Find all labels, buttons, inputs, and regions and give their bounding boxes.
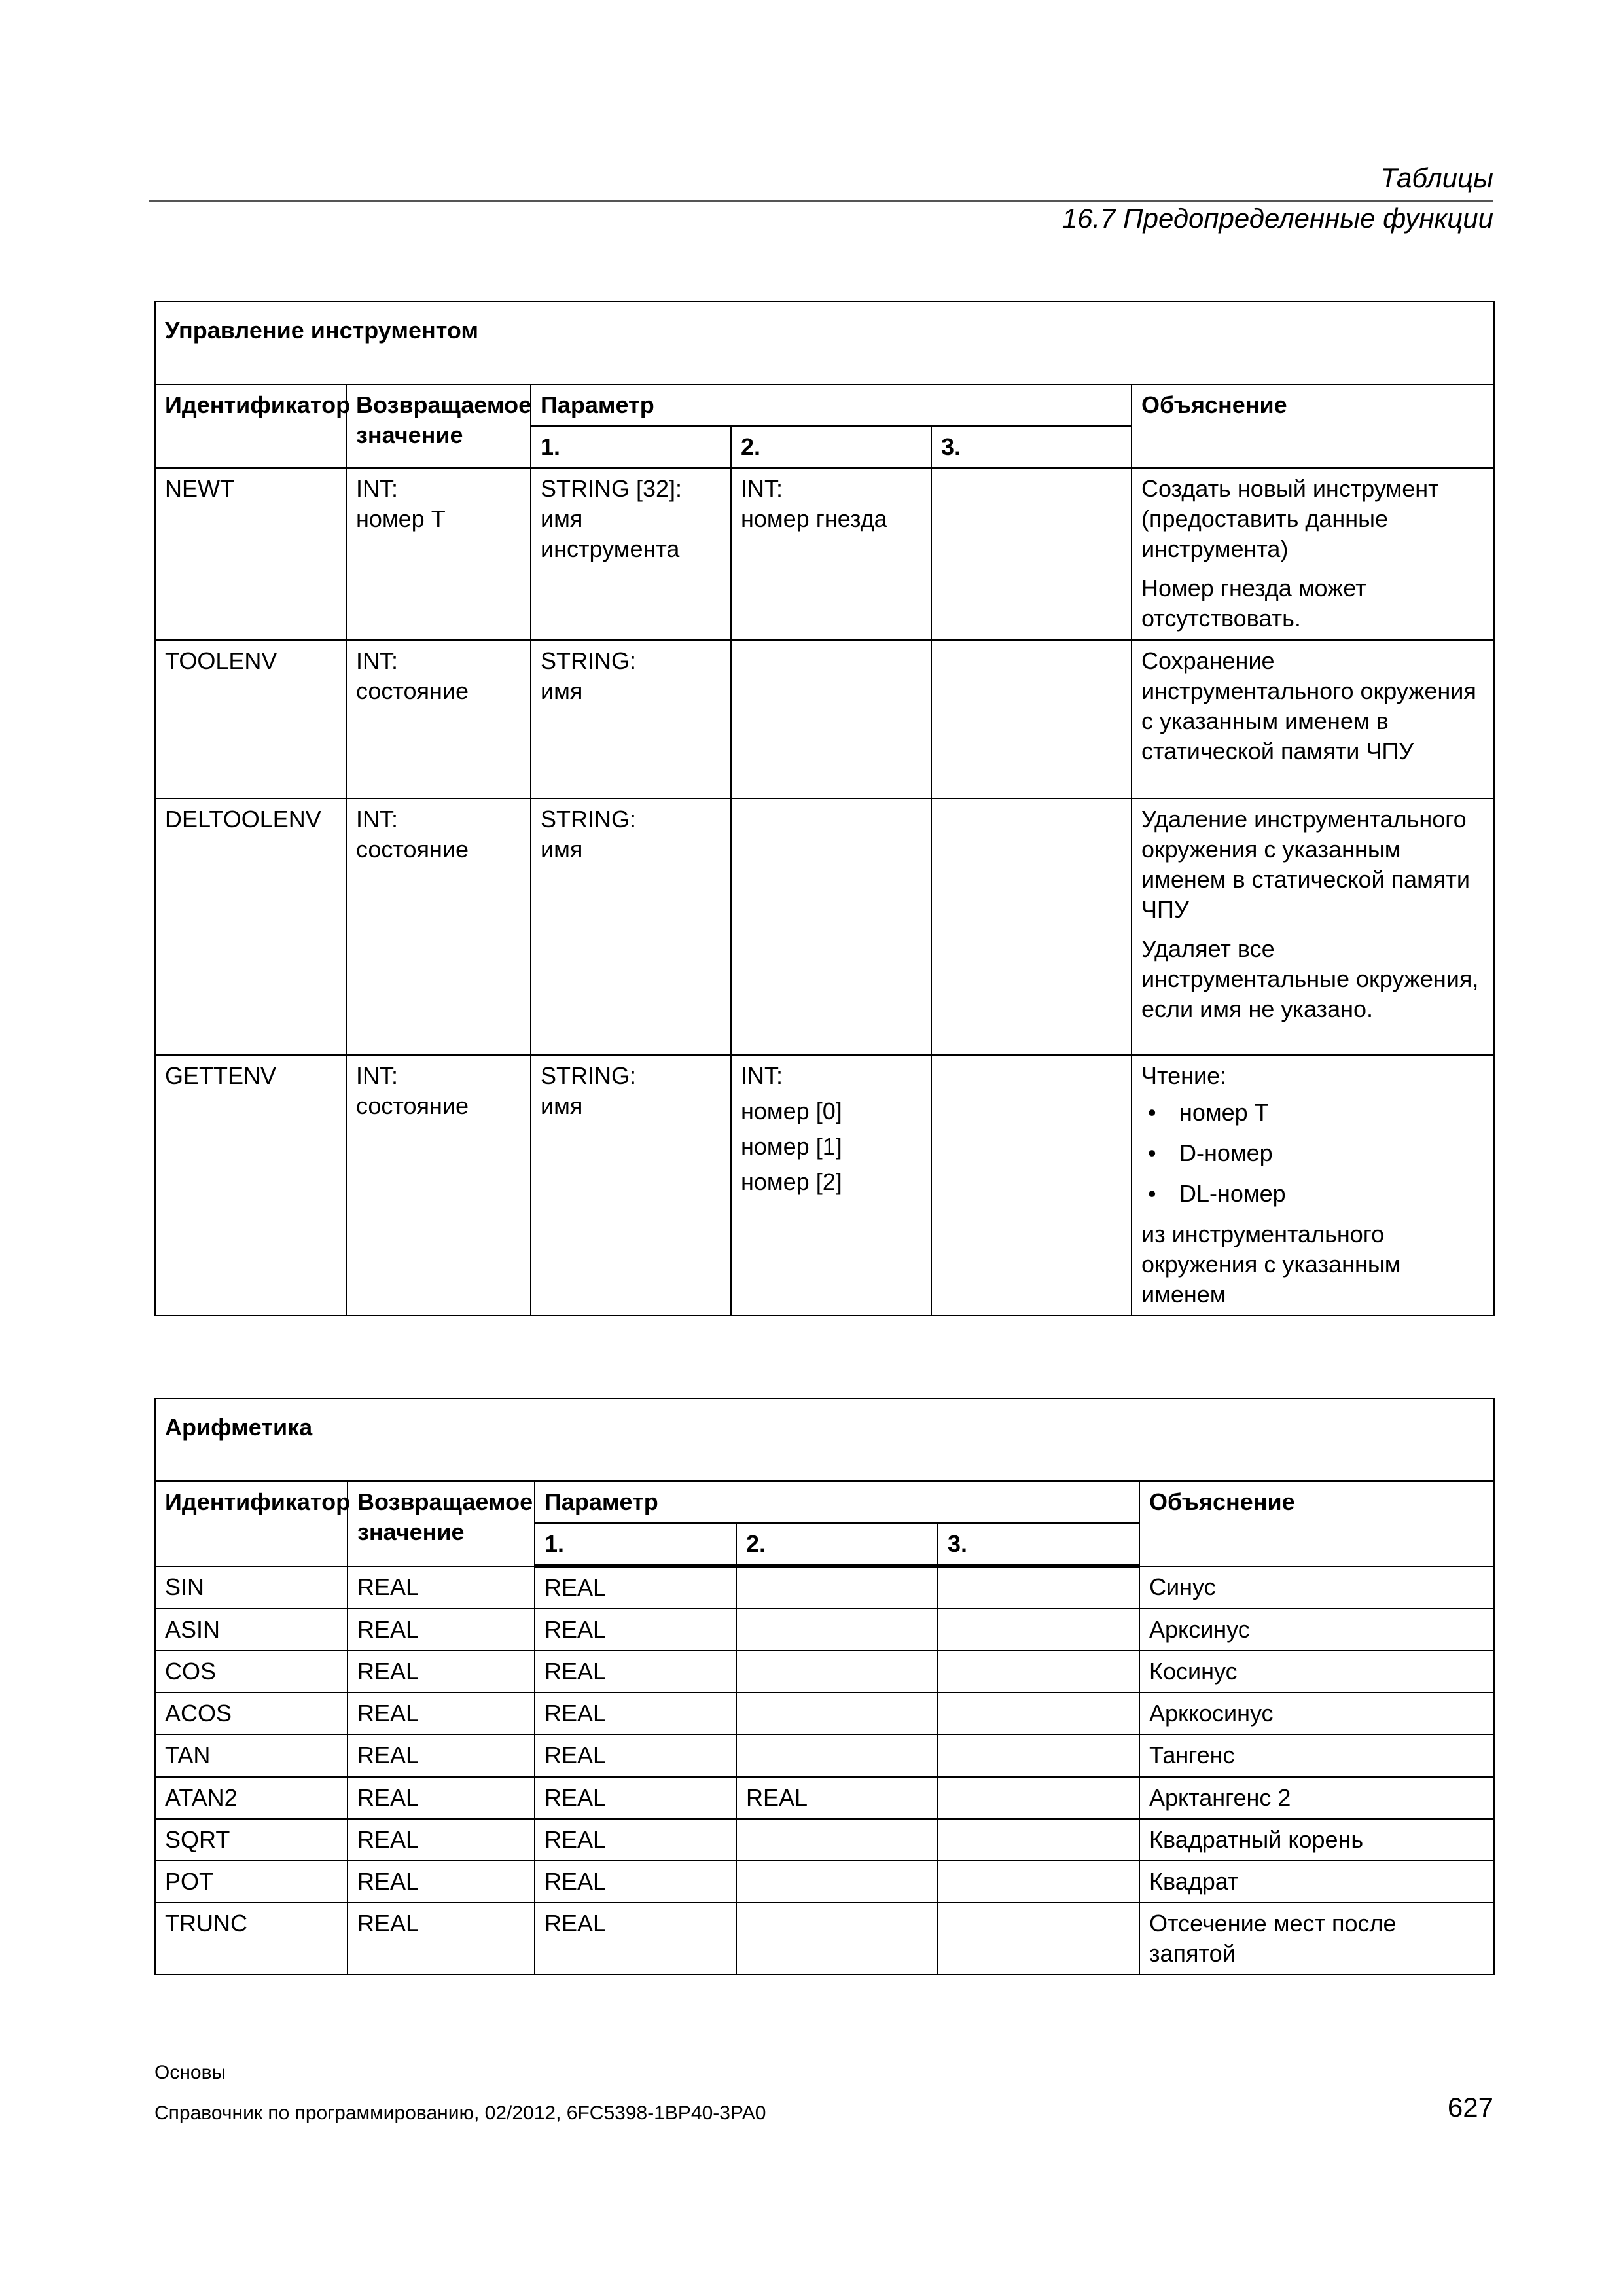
explanation-cell: Тангенс <box>1139 1734 1494 1776</box>
identifier-cell: ATAN2 <box>155 1777 348 1819</box>
return-value-cell: INT: номер T <box>346 468 531 639</box>
param-2-cell: INT: номер [0] номер [1] номер [2] <box>731 1055 931 1316</box>
identifier-cell: DELTOOLENV <box>155 798 346 1055</box>
param-2-cell <box>736 1566 938 1609</box>
return-value-cell: REAL <box>348 1609 535 1651</box>
column-header-identifier: Идентификатор <box>155 1481 348 1566</box>
param-1-cell: REAL <box>535 1651 736 1693</box>
list-item: • номер T <box>1141 1098 1484 1128</box>
return-value-cell: REAL <box>348 1861 535 1903</box>
param-3-cell <box>938 1861 1139 1903</box>
footer-manual-info: Справочник по программированию, 02/2012, 6FC5398-1BP40-3PA0 <box>154 2102 766 2124</box>
table-row <box>155 1566 1494 1609</box>
column-header-param-2: 2. <box>731 426 931 468</box>
explanation-cell: Чтение: • номер T • D-номер • DL-номер из инструментального окружения с указанным именем <box>1132 1055 1494 1316</box>
param-3-cell <box>938 1819 1139 1861</box>
running-header-chapter: 16.7 Предопределенные функции <box>1061 203 1493 234</box>
return-value-cell: INT: состояние <box>346 640 531 798</box>
param-3-cell <box>938 1777 1139 1819</box>
table-row <box>155 1734 1494 1776</box>
column-header-param-1: 1. <box>531 426 731 468</box>
param-2-cell <box>731 640 931 798</box>
explanation-cell: Удаление инструментального окружения с указанным именем в статической памяти ЧПУ Удаляет все инструментальные окружения, если имя не указано. <box>1132 798 1494 1055</box>
param-1-cell: REAL <box>535 1693 736 1734</box>
param-1-cell: REAL <box>535 1861 736 1903</box>
identifier-cell: ACOS <box>155 1693 348 1734</box>
explanation-cell: Косинус <box>1139 1651 1494 1693</box>
identifier-cell: POT <box>155 1861 348 1903</box>
return-value-cell: REAL <box>348 1777 535 1819</box>
param-1-cell: REAL <box>535 1609 736 1651</box>
param-2-cell: INT: номер гнезда <box>731 468 931 639</box>
param-2-cell <box>736 1609 938 1651</box>
column-header-param-3: 3. <box>938 1523 1139 1566</box>
return-value-cell: REAL <box>348 1566 535 1609</box>
identifier-cell: TRUNC <box>155 1903 348 1975</box>
param-3-cell <box>938 1566 1139 1609</box>
column-header-parameter: Параметр <box>531 384 1132 426</box>
param-2-cell <box>736 1819 938 1861</box>
param-1-cell: STRING: имя <box>531 1055 731 1316</box>
param-1-cell: STRING [32]: имя инструмента <box>531 468 731 639</box>
column-header-return-value: Возвращаемое значение <box>348 1481 535 1566</box>
arithmetic-table <box>154 1398 1495 1975</box>
param-2-cell <box>736 1903 938 1975</box>
param-2-cell <box>736 1693 938 1734</box>
table-row <box>155 1609 1494 1651</box>
explanation-cell: Отсечение мест после запятой <box>1139 1903 1494 1975</box>
explanation-cell: Арккосинус <box>1139 1693 1494 1734</box>
column-header-parameter: Параметр <box>535 1481 1139 1523</box>
identifier-cell: SIN <box>155 1566 348 1609</box>
param-2-cell <box>731 798 931 1055</box>
column-header-param-2: 2. <box>736 1523 938 1566</box>
param-3-cell <box>938 1903 1139 1975</box>
param-1-cell: REAL <box>535 1903 736 1975</box>
param-1-cell: REAL <box>535 1566 736 1609</box>
param-3-cell <box>938 1609 1139 1651</box>
param-3-cell <box>931 468 1132 639</box>
param-2-cell <box>736 1734 938 1776</box>
footer-book-title: Основы <box>154 2062 226 2083</box>
explanation-cell: Арксинус <box>1139 1609 1494 1651</box>
param-3-cell <box>938 1734 1139 1776</box>
explanation-cell: Арктангенс 2 <box>1139 1777 1494 1819</box>
return-value-cell: REAL <box>348 1693 535 1734</box>
column-header-identifier: Идентификатор <box>155 384 346 468</box>
table-row <box>155 468 1494 639</box>
identifier-cell: ASIN <box>155 1609 348 1651</box>
param-3-cell <box>938 1693 1139 1734</box>
return-value-cell: INT: состояние <box>346 1055 531 1316</box>
param-1-cell: REAL <box>535 1819 736 1861</box>
return-value-cell: INT: состояние <box>346 798 531 1055</box>
return-value-cell: REAL <box>348 1819 535 1861</box>
table-row <box>155 1903 1494 1975</box>
table-title: Управление инструментом <box>155 302 1494 384</box>
param-3-cell <box>931 798 1132 1055</box>
param-1-cell: STRING: имя <box>531 798 731 1055</box>
table-row <box>155 1055 1494 1316</box>
return-value-cell: REAL <box>348 1903 535 1975</box>
identifier-cell: NEWT <box>155 468 346 639</box>
param-2-cell: REAL <box>736 1777 938 1819</box>
page-number: 627 <box>1447 2092 1493 2123</box>
column-header-return-value: Возвращаемое значение <box>346 384 531 468</box>
param-3-cell <box>931 1055 1132 1316</box>
table-row <box>155 798 1494 1055</box>
table-row <box>155 1819 1494 1861</box>
param-1-cell: REAL <box>535 1777 736 1819</box>
return-value-cell: REAL <box>348 1651 535 1693</box>
explanation-cell: Квадрат <box>1139 1861 1494 1903</box>
table-row <box>155 1861 1494 1903</box>
column-header-param-1: 1. <box>535 1523 736 1566</box>
list-item: • DL-номер <box>1141 1179 1484 1209</box>
identifier-cell: GETTENV <box>155 1055 346 1316</box>
param-2-cell <box>736 1651 938 1693</box>
identifier-cell: COS <box>155 1651 348 1693</box>
table-row <box>155 640 1494 798</box>
list-item: • D-номер <box>1141 1138 1484 1168</box>
column-header-explanation: Объяснение <box>1132 384 1494 468</box>
running-header-section: Таблицы <box>1380 162 1493 193</box>
return-value-cell: REAL <box>348 1734 535 1776</box>
param-2-cell <box>736 1861 938 1903</box>
table-row <box>155 1693 1494 1734</box>
table-row <box>155 1777 1494 1819</box>
identifier-cell: TAN <box>155 1734 348 1776</box>
header-rule <box>149 200 1493 202</box>
column-header-param-3: 3. <box>931 426 1132 468</box>
explanation-cell: Сохранение инструментального окружения с указанным именем в статической памяти ЧПУ <box>1132 640 1494 798</box>
param-3-cell <box>938 1651 1139 1693</box>
explanation-cell: Квадратный корень <box>1139 1819 1494 1861</box>
table-row <box>155 1651 1494 1693</box>
identifier-cell: SQRT <box>155 1819 348 1861</box>
explanation-cell: Создать новый инструмент (предоставить данные инструмента) Номер гнезда может отсутствовать. <box>1132 468 1494 639</box>
param-1-cell: REAL <box>535 1734 736 1776</box>
table-title: Арифметика <box>155 1399 1494 1481</box>
param-3-cell <box>931 640 1132 798</box>
identifier-cell: TOOLENV <box>155 640 346 798</box>
column-header-explanation: Объяснение <box>1139 1481 1494 1566</box>
bullet-list <box>1141 1098 1484 1209</box>
param-1-cell: STRING: имя <box>531 640 731 798</box>
tool-management-table <box>154 301 1495 1316</box>
explanation-cell: Синус <box>1139 1566 1494 1609</box>
